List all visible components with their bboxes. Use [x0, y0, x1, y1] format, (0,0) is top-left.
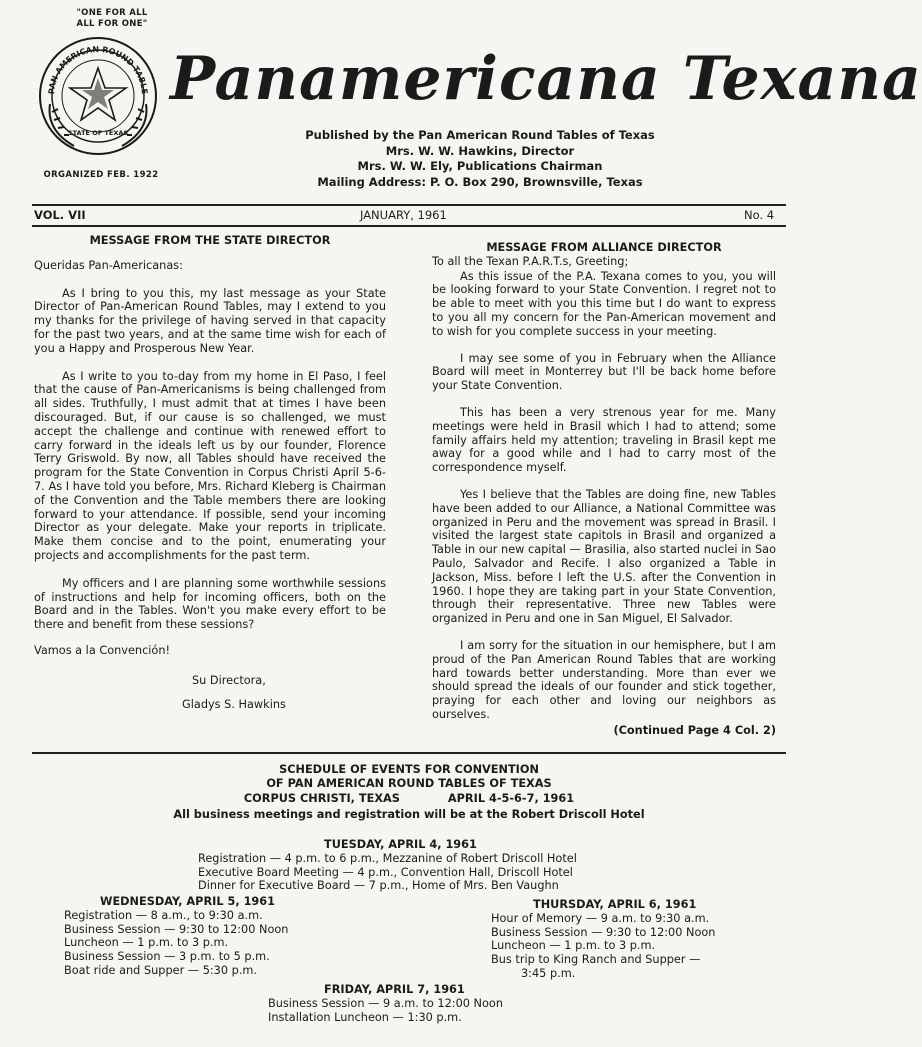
motto: [56, 8, 168, 30]
state-director-paragraph-2: As I write to you to-day from my home in El Paso, I feel that the cause of Pan-Americanisms is being challenged from all sides. Truthfully, I must admit that at times I have been discouraged. But, if our cause is so challenged, we must accept the challenge and continue with renewed effort to carry forward in the ideals left us by our founder, Florence Terry Griswold. By now, all Tables should have received the program for the State Convention in Corpus Christi April 5-6-7. As I have told you before, Mrs. Richard Kleberg is Chairman of the Convention and the Table members there are looking forward to your attendance. If possible, send your incoming Director as your delegate. Make your reports in triplicate. Make them concise and to the point, enumerating your projects and accomplishments for the past term.: [34, 369, 386, 562]
list-item: Installation Luncheon — 1:30 p.m.: [268, 1010, 462, 1024]
list-item: Registration — 4 p.m. to 6 p.m., Mezzanine of Robert Driscoll Hotel: [198, 851, 577, 865]
thursday-block: [491, 898, 781, 981]
state-director-closing: Vamos a la Convención!: [34, 643, 171, 657]
header-rule-bottom: [32, 225, 786, 227]
director-line: Mrs. W. W. Hawkins, Director: [385, 143, 575, 158]
list-item: 3:45 p.m.: [521, 966, 576, 980]
tuesday-block: [198, 838, 638, 893]
alliance-director-paragraph-3: This has been a very strenous year for me. Many meetings were held in Brasil which I had to attend; some family affairs held my attention; traveling in Brasil kept me away for a good while and I had to carry most of the correspondence myself.: [432, 405, 776, 475]
state-director-paragraph-1: As I bring to you this, my last message as your State Director of Pan-American Round Tables, may I extend to you my thanks for the privilege of having served in that capacity for the past two years, and at the same time wish for each of you a Happy and Prosperous New Year.: [34, 286, 386, 355]
convention-schedule: [32, 763, 786, 822]
schedule-dates: APRIL 4-5-6-7, 1961: [447, 791, 575, 805]
state-director-signoff: Su Directora,: [192, 673, 266, 687]
schedule-note: All business meetings and registration will be at the Robert Driscoll Hotel: [173, 808, 645, 822]
seal-text-bottom: STATE OF TEXAS: [67, 129, 129, 137]
list-item: Registration — 8 a.m., to 9:30 a.m.: [64, 908, 263, 922]
issue-number: No. 4: [744, 208, 775, 222]
list-item: Business Session — 9 a.m. to 12:00 Noon: [268, 996, 503, 1010]
header-rule-top: [32, 204, 786, 206]
motto-line-2: ALL FOR ONE": [76, 19, 148, 29]
volume-number: VOL. VII: [34, 208, 86, 222]
organized-date: ORGANIZED FEB. 1922: [43, 170, 159, 180]
alliance-director-title: MESSAGE FROM ALLIANCE DIRECTOR: [486, 241, 722, 254]
tuesday-heading: TUESDAY, APRIL 4, 1961: [324, 838, 477, 851]
alliance-director-paragraph-2: I may see some of you in February when the Alliance Board will meet in Monterrey but I'll be back home before your State Convention.: [432, 351, 776, 393]
issue-date: JANUARY, 1961: [360, 208, 447, 222]
motto-line-1: "ONE FOR ALL: [76, 8, 148, 18]
list-item: Business Session — 3 p.m. to 5 p.m.: [64, 950, 270, 964]
state-director-salutation: Queridas Pan-Americanas:: [34, 258, 183, 272]
state-director-paragraph-3: My officers and I are planning some worthwhile sessions of instructions and help for incoming officers, both on the Board and in the Tables. Won't you make every effort to be there and benefit from these sessions?: [34, 576, 386, 632]
friday-heading: FRIDAY, APRIL 7, 1961: [324, 983, 465, 996]
state-director-title: MESSAGE FROM THE STATE DIRECTOR: [89, 234, 331, 247]
list-item: Hour of Memory — 9 a.m. to 9:30 a.m.: [491, 911, 710, 925]
list-item: Luncheon — 1 p.m. to 3 p.m.: [64, 936, 229, 950]
list-item: Executive Board Meeting — 4 p.m., Convention Hall, Driscoll Hotel: [198, 865, 573, 879]
mailing-address: Mailing Address: P. O. Box 290, Brownsville, Texas: [317, 174, 643, 189]
alliance-director-salutation: To all the Texan P.A.R.T.s, Greeting;: [432, 254, 629, 268]
thursday-heading: THURSDAY, APRIL 6, 1961: [533, 898, 697, 911]
alliance-director-paragraph-4: Yes I believe that the Tables are doing fine, new Tables have been added to our Alliance, a National Committee was organized in Peru and the movement was spread in Brasil. I visited the largest state capitols in Brasil and organized a Table in our new capital — Brasilia, also started nuclei in Sao Paulo, Salvador and Recife. I also organized a Table in Jackson, Miss. before I left the U.S. after the Convention in 1960. I hope they are taking part in your State Convention, through their representative. Three new Tables were organized in Peru and one in San Miguel, El Salvador.: [432, 487, 776, 626]
publication-info: [290, 128, 670, 190]
list-item: Luncheon — 1 p.m. to 3 p.m.: [491, 939, 656, 953]
round-table-seal-icon: [36, 34, 160, 158]
alliance-director-paragraph-5: I am sorry for the situation in our hemisphere, but I am proud of the Pan American Round Tables that are working hard towards better understanding. More than ever we should spread the ideals of our founder and stick together, praying for each other and loving our neighbors as ourselves.: [432, 638, 776, 721]
wednesday-heading: WEDNESDAY, APRIL 5, 1961: [100, 895, 276, 908]
schedule-title-2: OF PAN AMERICAN ROUND TABLES OF TEXAS: [266, 776, 552, 790]
list-item: Dinner for Executive Board — 7 p.m., Home of Mrs. Ben Vaughn: [198, 879, 559, 893]
schedule-location: CORPUS CHRISTI, TEXAS: [243, 791, 400, 805]
schedule-location-row: [32, 792, 786, 806]
friday-block: [268, 983, 568, 1024]
published-by: Published by the Pan American Round Tables of Texas: [305, 128, 655, 142]
seal-text-top: PAN AMERICAN ROUND TABLE: [46, 44, 150, 95]
continued-note: (Continued Page 4 Col. 2): [613, 723, 776, 737]
list-item: Business Session — 9:30 to 12:00 Noon: [491, 925, 716, 939]
alliance-director-message: [432, 241, 776, 738]
publications-chairman: Mrs. W. W. Ely, Publications Chairman: [357, 159, 603, 173]
list-item: Bus trip to King Ranch and Supper —: [491, 953, 701, 967]
list-item: Business Session — 9:30 to 12:00 Noon: [64, 922, 289, 936]
state-director-signature: Gladys S. Hawkins: [182, 697, 286, 711]
wednesday-block: [64, 895, 364, 978]
section-divider: [32, 752, 786, 754]
list-item: Boat ride and Supper — 5:30 p.m.: [64, 963, 258, 977]
schedule-title-1: SCHEDULE OF EVENTS FOR CONVENTION: [279, 763, 539, 776]
masthead-title: Panamericana Texana: [170, 44, 922, 114]
state-director-message: [34, 234, 386, 711]
alliance-director-paragraph-1: As this issue of the P.A. Texana comes to you, you will be looking forward to your State Convention. I regret not to be able to meet with you this time but I do want to express to you all my concern for the Pan-American movement and to wish for you complete success in your meeting.: [432, 269, 776, 338]
